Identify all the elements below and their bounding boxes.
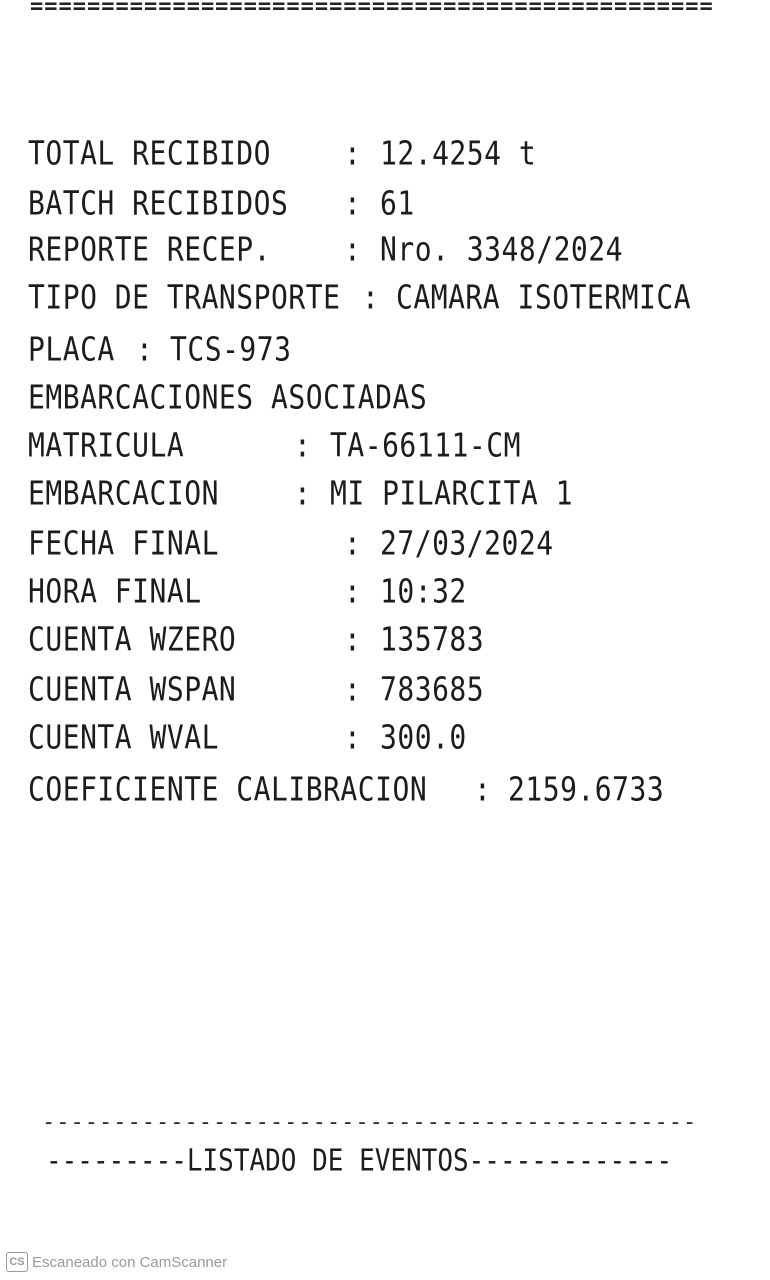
field-separator: :	[344, 230, 362, 269]
field-total-recibido	[28, 134, 537, 173]
field-value: Nro. 3348/2024	[380, 230, 624, 269]
field-batch-recibidos	[28, 184, 415, 223]
field-embarcacion	[28, 474, 574, 513]
field-label: BATCH RECIBIDOS	[28, 184, 289, 223]
field-separator: :	[344, 670, 362, 709]
header-rule: ================================================	[30, 0, 714, 19]
field-value: 783685	[380, 670, 485, 709]
field-separator: :	[344, 184, 362, 223]
field-value: 27/03/2024	[380, 524, 554, 563]
field-label: HORA FINAL	[28, 572, 202, 611]
field-label: CUENTA WSPAN	[28, 670, 237, 709]
field-cuenta-wval	[28, 718, 467, 757]
field-separator: :	[294, 474, 312, 513]
field-placa	[28, 330, 292, 369]
field-tipo-transporte	[28, 278, 692, 317]
field-value: TA-66111-CM	[330, 426, 521, 465]
field-separator: :	[136, 330, 154, 369]
field-hora-final	[28, 572, 467, 611]
field-value: 10:32	[380, 572, 467, 611]
watermark-text: Escaneado con CamScanner	[32, 1253, 228, 1271]
field-label: PLACA	[28, 330, 115, 369]
field-value: 300.0	[380, 718, 467, 757]
field-coeficiente-calibracion	[28, 770, 665, 809]
field-cuenta-wspan	[28, 670, 485, 709]
camscanner-logo-icon: CS	[6, 1252, 28, 1272]
field-reporte-recep	[28, 230, 624, 269]
field-value: TCS-973	[170, 330, 292, 369]
field-separator: :	[362, 278, 380, 317]
camscanner-watermark	[6, 1252, 227, 1272]
events-list-heading: ---------LISTADO DE EVENTOS-------------	[46, 1144, 673, 1179]
field-label: TIPO DE TRANSPORTE	[28, 278, 341, 317]
field-label: TOTAL RECIBIDO	[28, 134, 272, 173]
field-value: MI PILARCITA 1	[330, 474, 574, 513]
field-separator: :	[474, 770, 492, 809]
field-label: FECHA FINAL	[28, 524, 219, 563]
field-separator: :	[294, 426, 312, 465]
field-label: CUENTA WZERO	[28, 620, 237, 659]
field-label: CUENTA WVAL	[28, 718, 219, 757]
field-value: 61	[380, 184, 415, 223]
field-label: COEFICIENTE CALIBRACION	[28, 770, 428, 809]
field-fecha-final	[28, 524, 554, 563]
field-cuenta-wzero	[28, 620, 485, 659]
field-value: CAMARA ISOTERMICA	[396, 278, 692, 317]
field-separator: :	[344, 718, 362, 757]
field-value: 135783	[380, 620, 485, 659]
field-separator: :	[344, 134, 362, 173]
field-separator: :	[344, 524, 362, 563]
field-separator: :	[344, 620, 362, 659]
footer-rule: ----------------------------------------------	[42, 1110, 698, 1135]
section-embarcaciones-asociadas	[28, 378, 427, 417]
field-matricula	[28, 426, 521, 465]
field-separator: :	[344, 572, 362, 611]
field-label: REPORTE RECEP.	[28, 230, 272, 269]
field-label: EMBARCACION	[28, 474, 219, 513]
section-heading: EMBARCACIONES ASOCIADAS	[28, 378, 428, 417]
field-value: 12.4254 t	[380, 134, 537, 173]
field-value: 2159.6733	[508, 770, 665, 809]
field-label: MATRICULA	[28, 426, 185, 465]
